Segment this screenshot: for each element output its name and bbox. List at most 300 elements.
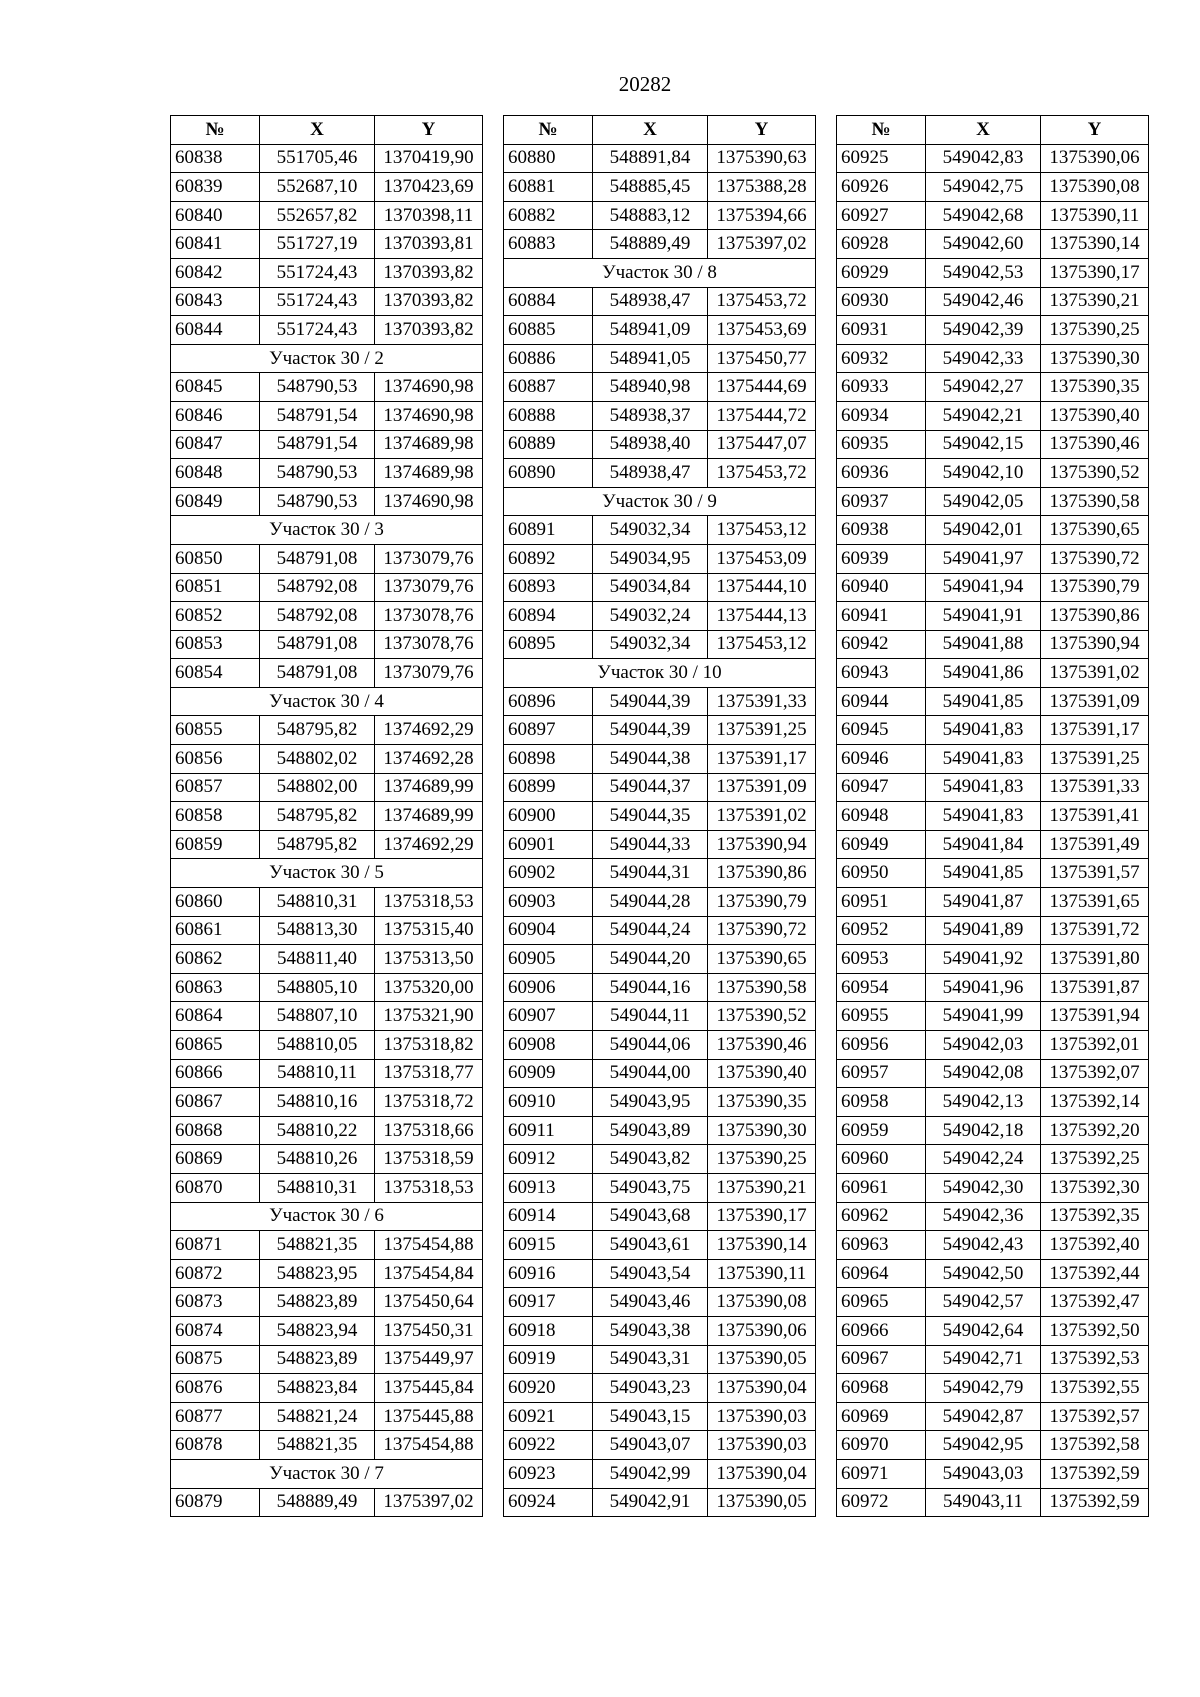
table-row [837, 830, 1149, 859]
table-row [837, 401, 1149, 430]
y-coordinate: 1375392,53 [1041, 1345, 1149, 1374]
point-number: 60852 [171, 602, 260, 631]
y-coordinate: 1375390,06 [1041, 144, 1149, 173]
y-coordinate: 1375392,59 [1041, 1488, 1149, 1517]
x-coordinate: 549042,24 [926, 1145, 1041, 1174]
y-coordinate: 1375444,69 [708, 373, 816, 402]
point-number: 60909 [504, 1059, 593, 1088]
x-coordinate: 548821,35 [260, 1231, 375, 1260]
x-coordinate: 549043,07 [593, 1431, 708, 1460]
x-coordinate: 548805,10 [260, 973, 375, 1002]
table-row [504, 1059, 816, 1088]
y-coordinate: 1375390,52 [708, 1002, 816, 1031]
x-coordinate: 549041,83 [926, 773, 1041, 802]
y-coordinate: 1375392,50 [1041, 1316, 1149, 1345]
table-row [171, 1173, 483, 1202]
table-row [504, 516, 816, 545]
x-coordinate: 549043,46 [593, 1288, 708, 1317]
table-row [837, 258, 1149, 287]
point-number: 60905 [504, 945, 593, 974]
table-row [837, 630, 1149, 659]
y-coordinate: 1370393,82 [375, 258, 483, 287]
x-coordinate: 549043,31 [593, 1345, 708, 1374]
table-row [171, 1402, 483, 1431]
x-coordinate: 548813,30 [260, 916, 375, 945]
x-coordinate: 549034,84 [593, 573, 708, 602]
point-number: 60933 [837, 373, 926, 402]
table-row [837, 201, 1149, 230]
y-coordinate: 1375390,03 [708, 1402, 816, 1431]
point-number: 60899 [504, 773, 593, 802]
point-number: 60853 [171, 630, 260, 659]
y-coordinate: 1375391,25 [708, 716, 816, 745]
table-row [837, 1374, 1149, 1403]
point-number: 60888 [504, 401, 593, 430]
x-coordinate: 549032,34 [593, 630, 708, 659]
x-coordinate: 549044,24 [593, 916, 708, 945]
y-coordinate: 1375390,05 [708, 1345, 816, 1374]
table-row [504, 144, 816, 173]
point-number: 60858 [171, 802, 260, 831]
x-coordinate: 548810,31 [260, 1173, 375, 1202]
y-coordinate: 1375445,88 [375, 1402, 483, 1431]
table-row [504, 945, 816, 974]
point-number: 60968 [837, 1374, 926, 1403]
table-row [504, 1088, 816, 1117]
y-coordinate: 1375388,28 [708, 173, 816, 202]
x-coordinate: 549042,18 [926, 1116, 1041, 1145]
y-coordinate: 1375397,02 [708, 230, 816, 259]
x-coordinate: 551724,43 [260, 258, 375, 287]
x-coordinate: 549041,97 [926, 544, 1041, 573]
point-number: 60952 [837, 916, 926, 945]
point-number: 60922 [504, 1431, 593, 1460]
point-number: 60924 [504, 1488, 593, 1517]
table-row [837, 173, 1149, 202]
table-row [837, 144, 1149, 173]
x-coordinate: 549043,89 [593, 1116, 708, 1145]
point-number: 60902 [504, 859, 593, 888]
point-number: 60951 [837, 888, 926, 917]
point-number: 60913 [504, 1173, 593, 1202]
table-row [171, 1002, 483, 1031]
table-row [837, 1231, 1149, 1260]
table-body [171, 144, 483, 1517]
y-coordinate: 1374690,98 [375, 487, 483, 516]
y-coordinate: 1375444,13 [708, 602, 816, 631]
x-coordinate: 548938,37 [593, 401, 708, 430]
table-row [837, 1488, 1149, 1517]
y-coordinate: 1375390,94 [1041, 630, 1149, 659]
section-row [171, 859, 483, 888]
point-number: 60956 [837, 1031, 926, 1060]
point-number: 60862 [171, 945, 260, 974]
y-coordinate: 1375318,77 [375, 1059, 483, 1088]
table-row [837, 602, 1149, 631]
y-coordinate: 1373078,76 [375, 630, 483, 659]
x-coordinate: 549044,31 [593, 859, 708, 888]
section-title: Участок 30 / 5 [171, 859, 483, 888]
table-row [837, 1259, 1149, 1288]
y-coordinate: 1375454,88 [375, 1431, 483, 1460]
y-coordinate: 1375390,17 [708, 1202, 816, 1231]
table-row [837, 687, 1149, 716]
y-coordinate: 1375390,72 [1041, 544, 1149, 573]
y-coordinate: 1375454,84 [375, 1259, 483, 1288]
x-coordinate: 549042,21 [926, 401, 1041, 430]
y-coordinate: 1374690,98 [375, 401, 483, 430]
point-number: 60884 [504, 287, 593, 316]
y-coordinate: 1375313,50 [375, 945, 483, 974]
y-coordinate: 1375390,11 [1041, 201, 1149, 230]
y-coordinate: 1375450,64 [375, 1288, 483, 1317]
x-coordinate: 551724,43 [260, 316, 375, 345]
table-row [837, 802, 1149, 831]
y-coordinate: 1370423,69 [375, 173, 483, 202]
x-coordinate: 549042,53 [926, 258, 1041, 287]
table-row [837, 373, 1149, 402]
x-coordinate: 549042,27 [926, 373, 1041, 402]
y-coordinate: 1375453,12 [708, 516, 816, 545]
x-coordinate: 549042,79 [926, 1374, 1041, 1403]
point-number: 60950 [837, 859, 926, 888]
x-coordinate: 549044,37 [593, 773, 708, 802]
table-row [504, 373, 816, 402]
y-coordinate: 1375391,25 [1041, 745, 1149, 774]
x-coordinate: 548889,49 [260, 1488, 375, 1517]
table-row [837, 1459, 1149, 1488]
x-coordinate: 548823,89 [260, 1288, 375, 1317]
table-row [171, 602, 483, 631]
point-number: 60943 [837, 659, 926, 688]
y-coordinate: 1375318,82 [375, 1031, 483, 1060]
x-coordinate: 549042,75 [926, 173, 1041, 202]
point-number: 60962 [837, 1202, 926, 1231]
y-coordinate: 1375392,25 [1041, 1145, 1149, 1174]
y-coordinate: 1375390,35 [1041, 373, 1149, 402]
table-row [171, 1345, 483, 1374]
point-number: 60842 [171, 258, 260, 287]
y-coordinate: 1375315,40 [375, 916, 483, 945]
point-number: 60875 [171, 1345, 260, 1374]
y-coordinate: 1375449,97 [375, 1345, 483, 1374]
table-row [837, 230, 1149, 259]
section-title: Участок 30 / 3 [171, 516, 483, 545]
point-number: 60923 [504, 1459, 593, 1488]
x-coordinate: 549042,57 [926, 1288, 1041, 1317]
point-number: 60942 [837, 630, 926, 659]
table-row [171, 1374, 483, 1403]
table-row [504, 1459, 816, 1488]
table-row [837, 287, 1149, 316]
table-row [171, 1145, 483, 1174]
section-title: Участок 30 / 6 [171, 1202, 483, 1231]
table-row [504, 602, 816, 631]
y-coordinate: 1375390,94 [708, 830, 816, 859]
x-coordinate: 548941,09 [593, 316, 708, 345]
y-coordinate: 1373079,76 [375, 659, 483, 688]
x-coordinate: 551705,46 [260, 144, 375, 173]
coordinates-table-3 [836, 115, 1149, 1517]
table-row [504, 1345, 816, 1374]
point-number: 60911 [504, 1116, 593, 1145]
y-coordinate: 1375318,53 [375, 1173, 483, 1202]
table-row [837, 1202, 1149, 1231]
y-coordinate: 1375390,14 [1041, 230, 1149, 259]
x-coordinate: 549042,39 [926, 316, 1041, 345]
point-number: 60882 [504, 201, 593, 230]
x-coordinate: 549042,50 [926, 1259, 1041, 1288]
x-coordinate: 549042,71 [926, 1345, 1041, 1374]
y-coordinate: 1375453,12 [708, 630, 816, 659]
table-row [504, 802, 816, 831]
section-row [171, 1202, 483, 1231]
y-coordinate: 1375392,59 [1041, 1459, 1149, 1488]
table-row [837, 1288, 1149, 1317]
y-coordinate: 1375392,57 [1041, 1402, 1149, 1431]
table-row [837, 916, 1149, 945]
point-number: 60926 [837, 173, 926, 202]
point-number: 60921 [504, 1402, 593, 1431]
table-row [171, 773, 483, 802]
table-row [504, 1374, 816, 1403]
table-row [171, 544, 483, 573]
x-coordinate: 549041,96 [926, 973, 1041, 1002]
point-number: 60935 [837, 430, 926, 459]
point-number: 60886 [504, 344, 593, 373]
y-coordinate: 1375391,33 [708, 687, 816, 716]
point-number: 60916 [504, 1259, 593, 1288]
point-number: 60925 [837, 144, 926, 173]
table-row [837, 888, 1149, 917]
point-number: 60860 [171, 888, 260, 917]
x-coordinate: 549041,86 [926, 659, 1041, 688]
y-coordinate: 1375390,21 [1041, 287, 1149, 316]
point-number: 60839 [171, 173, 260, 202]
y-coordinate: 1375318,59 [375, 1145, 483, 1174]
point-number: 60850 [171, 544, 260, 573]
x-coordinate: 549042,01 [926, 516, 1041, 545]
y-coordinate: 1374689,99 [375, 773, 483, 802]
table-row [837, 1431, 1149, 1460]
point-number: 60900 [504, 802, 593, 831]
point-number: 60874 [171, 1316, 260, 1345]
table-row [837, 1316, 1149, 1345]
y-coordinate: 1375391,09 [1041, 687, 1149, 716]
x-coordinate: 549042,83 [926, 144, 1041, 173]
point-number: 60857 [171, 773, 260, 802]
table-row [504, 459, 816, 488]
point-number: 60917 [504, 1288, 593, 1317]
y-coordinate: 1375391,57 [1041, 859, 1149, 888]
y-coordinate: 1370393,82 [375, 316, 483, 345]
point-number: 60845 [171, 373, 260, 402]
x-coordinate: 549041,99 [926, 1002, 1041, 1031]
point-number: 60898 [504, 745, 593, 774]
x-coordinate: 549044,28 [593, 888, 708, 917]
point-number: 60838 [171, 144, 260, 173]
table-row [504, 888, 816, 917]
y-coordinate: 1375454,88 [375, 1231, 483, 1260]
table-row [171, 430, 483, 459]
table-row [171, 630, 483, 659]
point-number: 60910 [504, 1088, 593, 1117]
table-row [171, 1088, 483, 1117]
x-coordinate: 549042,43 [926, 1231, 1041, 1260]
table-row [171, 173, 483, 202]
x-coordinate: 549042,64 [926, 1316, 1041, 1345]
x-coordinate: 548810,16 [260, 1088, 375, 1117]
y-coordinate: 1375391,72 [1041, 916, 1149, 945]
x-coordinate: 549041,88 [926, 630, 1041, 659]
table-row [837, 1059, 1149, 1088]
point-number: 60955 [837, 1002, 926, 1031]
table-row [171, 230, 483, 259]
x-coordinate: 549032,34 [593, 516, 708, 545]
point-number: 60912 [504, 1145, 593, 1174]
header-number: № [837, 116, 926, 145]
point-number: 60904 [504, 916, 593, 945]
table-row [504, 316, 816, 345]
y-coordinate: 1373079,76 [375, 544, 483, 573]
x-coordinate: 549043,23 [593, 1374, 708, 1403]
point-number: 60847 [171, 430, 260, 459]
x-coordinate: 549043,11 [926, 1488, 1041, 1517]
point-number: 60908 [504, 1031, 593, 1060]
x-coordinate: 549041,94 [926, 573, 1041, 602]
x-coordinate: 549042,30 [926, 1173, 1041, 1202]
table-row [504, 287, 816, 316]
x-coordinate: 549041,91 [926, 602, 1041, 631]
table-row [171, 830, 483, 859]
y-coordinate: 1375392,14 [1041, 1088, 1149, 1117]
point-number: 60948 [837, 802, 926, 831]
point-number: 60969 [837, 1402, 926, 1431]
y-coordinate: 1375444,72 [708, 401, 816, 430]
header-x: X [593, 116, 708, 145]
x-coordinate: 548938,40 [593, 430, 708, 459]
y-coordinate: 1375390,46 [1041, 430, 1149, 459]
point-number: 60967 [837, 1345, 926, 1374]
table-row [171, 316, 483, 345]
y-coordinate: 1375390,08 [1041, 173, 1149, 202]
x-coordinate: 549041,92 [926, 945, 1041, 974]
x-coordinate: 549043,03 [926, 1459, 1041, 1488]
table-row [837, 1002, 1149, 1031]
table-row [837, 573, 1149, 602]
y-coordinate: 1374689,99 [375, 802, 483, 831]
table-row [504, 230, 816, 259]
point-number: 60941 [837, 602, 926, 631]
table-row [504, 1316, 816, 1345]
table-row [504, 1402, 816, 1431]
point-number: 60883 [504, 230, 593, 259]
y-coordinate: 1374689,98 [375, 430, 483, 459]
point-number: 60887 [504, 373, 593, 402]
table-row [837, 945, 1149, 974]
table-row [171, 1031, 483, 1060]
y-coordinate: 1375392,55 [1041, 1374, 1149, 1403]
point-number: 60931 [837, 316, 926, 345]
table-row [504, 973, 816, 1002]
section-row [504, 258, 816, 287]
section-row [171, 687, 483, 716]
y-coordinate: 1375445,84 [375, 1374, 483, 1403]
x-coordinate: 548810,22 [260, 1116, 375, 1145]
x-coordinate: 549043,75 [593, 1173, 708, 1202]
x-coordinate: 549043,38 [593, 1316, 708, 1345]
x-coordinate: 548883,12 [593, 201, 708, 230]
table-row [504, 745, 816, 774]
header-x: X [260, 116, 375, 145]
table-row [837, 1402, 1149, 1431]
point-number: 60878 [171, 1431, 260, 1460]
point-number: 60893 [504, 573, 593, 602]
table-body [837, 144, 1149, 1517]
x-coordinate: 548791,08 [260, 544, 375, 573]
point-number: 60906 [504, 973, 593, 1002]
x-coordinate: 549044,06 [593, 1031, 708, 1060]
y-coordinate: 1375453,72 [708, 459, 816, 488]
point-number: 60869 [171, 1145, 260, 1174]
point-number: 60895 [504, 630, 593, 659]
y-coordinate: 1375453,72 [708, 287, 816, 316]
y-coordinate: 1374692,29 [375, 716, 483, 745]
x-coordinate: 549042,33 [926, 344, 1041, 373]
x-coordinate: 549043,54 [593, 1259, 708, 1288]
y-coordinate: 1375391,33 [1041, 773, 1149, 802]
point-number: 60963 [837, 1231, 926, 1260]
x-coordinate: 552687,10 [260, 173, 375, 202]
y-coordinate: 1375390,79 [708, 888, 816, 917]
x-coordinate: 549044,39 [593, 716, 708, 745]
table-row [837, 659, 1149, 688]
y-coordinate: 1375390,40 [708, 1059, 816, 1088]
y-coordinate: 1375447,07 [708, 430, 816, 459]
section-title: Участок 30 / 10 [504, 659, 816, 688]
x-coordinate: 548810,26 [260, 1145, 375, 1174]
y-coordinate: 1375394,66 [708, 201, 816, 230]
y-coordinate: 1375392,44 [1041, 1259, 1149, 1288]
point-number: 60892 [504, 544, 593, 573]
x-coordinate: 551724,43 [260, 287, 375, 316]
table-row [171, 659, 483, 688]
y-coordinate: 1375391,65 [1041, 888, 1149, 917]
point-number: 60918 [504, 1316, 593, 1345]
x-coordinate: 548790,53 [260, 487, 375, 516]
x-coordinate: 548791,54 [260, 401, 375, 430]
table-row [837, 487, 1149, 516]
point-number: 60936 [837, 459, 926, 488]
y-coordinate: 1375390,46 [708, 1031, 816, 1060]
point-number: 60870 [171, 1173, 260, 1202]
y-coordinate: 1375391,87 [1041, 973, 1149, 1002]
table-row [171, 373, 483, 402]
y-coordinate: 1374692,29 [375, 830, 483, 859]
point-number: 60851 [171, 573, 260, 602]
x-coordinate: 548823,84 [260, 1374, 375, 1403]
header-y: Y [708, 116, 816, 145]
point-number: 60966 [837, 1316, 926, 1345]
section-row [504, 659, 816, 688]
table-row [171, 716, 483, 745]
x-coordinate: 552657,82 [260, 201, 375, 230]
table-row [171, 745, 483, 774]
y-coordinate: 1375391,49 [1041, 830, 1149, 859]
x-coordinate: 548810,31 [260, 888, 375, 917]
section-title: Участок 30 / 8 [504, 258, 816, 287]
point-number: 60960 [837, 1145, 926, 1174]
